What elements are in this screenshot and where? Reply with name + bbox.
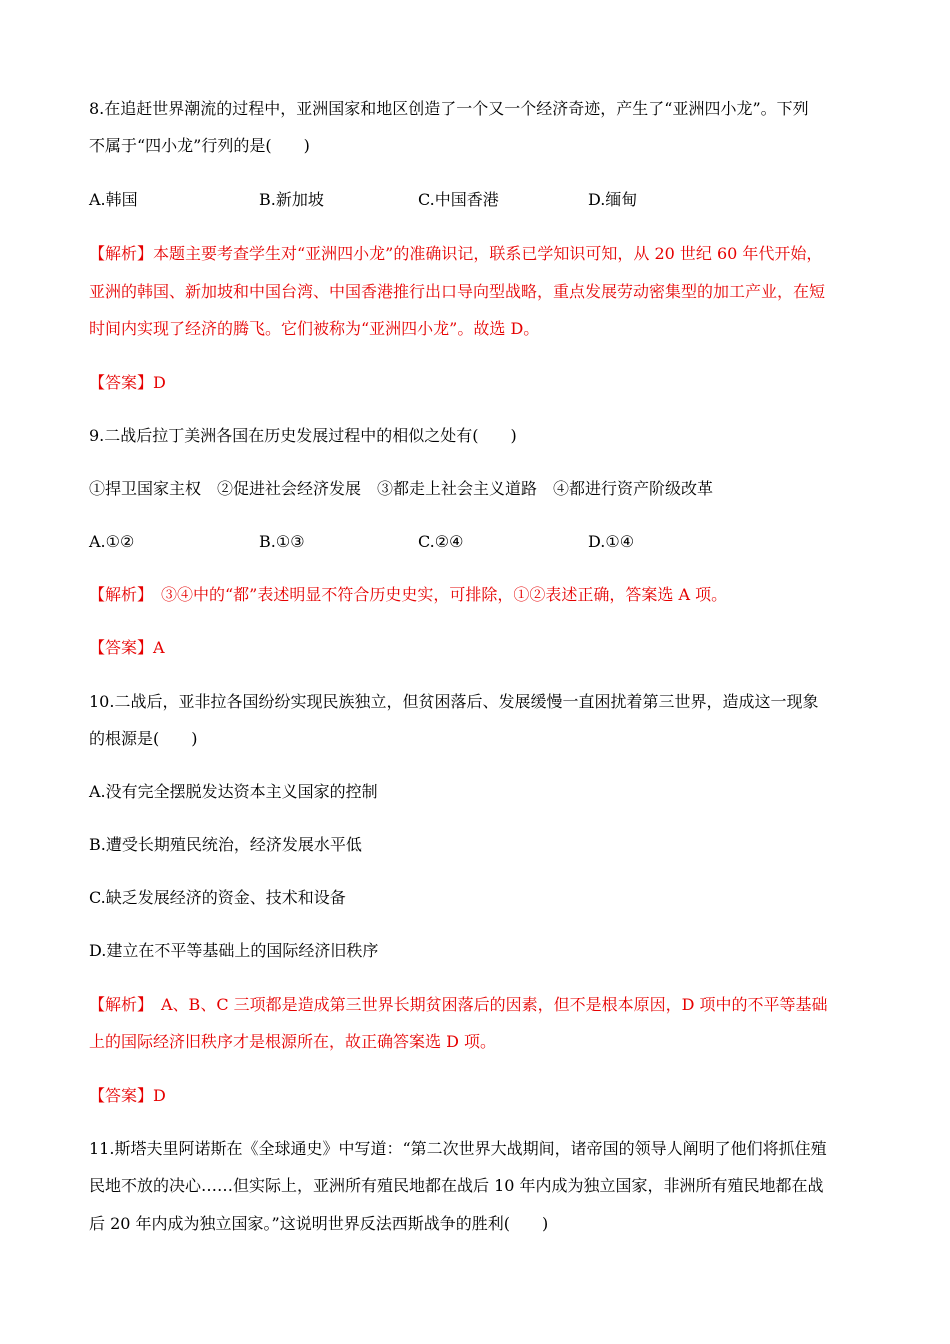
- q9-option-c: C.②④: [418, 532, 464, 551]
- q8-stem-line-2: 不属于“四小龙”行列的是( ): [89, 136, 310, 155]
- q9-statements: ①捍卫国家主权 ②促进社会经济发展 ③都走上社会主义道路 ④都进行资产阶级改革: [89, 479, 714, 498]
- q9-option-d: D.①④: [588, 532, 635, 551]
- q10-option-a: A.没有完全摆脱发达资本主义国家的控制: [89, 782, 378, 801]
- q10-analysis-line-2: 上的国际经济旧秩序才是根源所在，故正确答案选 D 项。: [89, 1032, 497, 1051]
- q10-option-b: B.遭受长期殖民统治，经济发展水平低: [89, 835, 362, 854]
- q9-option-a: A.①②: [89, 532, 135, 551]
- q8-answer: 【答案】D: [89, 373, 166, 392]
- q10-option-d: D.建立在不平等基础上的国际经济旧秩序: [89, 941, 379, 960]
- q8-analysis-line-3: 时间内实现了经济的腾飞。它们被称为“亚洲四小龙”。故选 D。: [89, 319, 540, 338]
- q10-answer: 【答案】D: [89, 1086, 166, 1105]
- q8-stem-line-1: 8.在追赶世界潮流的过程中，亚洲国家和地区创造了一个又一个经济奇迹，产生了“亚洲四小龙”。下列: [89, 99, 809, 118]
- q11-stem-line-1: 11.斯塔夫里阿诺斯在《全球通史》中写道：“第二次世界大战期间，诸帝国的领导人阐明了他们将抓住殖: [89, 1139, 827, 1158]
- q8-option-a: A.韩国: [89, 190, 138, 209]
- q10-analysis-line-1: 【解析】 A、B、C 三项都是造成第三世界长期贫困落后的因素，但不是根本原因，D 项中的不平等基础: [89, 995, 828, 1014]
- q8-option-c: C.中国香港: [418, 190, 499, 209]
- q10-option-c: C.缺乏发展经济的资金、技术和设备: [89, 888, 346, 907]
- q8-analysis-line-2: 亚洲的韩国、新加坡和中国台湾、中国香港推行出口导向型战略，重点发展劳动密集型的加工产业，在短: [89, 282, 826, 301]
- q11-stem-line-2: 民地不放的决心……但实际上，亚洲所有殖民地都在战后 10 年内成为独立国家，非洲所有殖民地都在战: [89, 1176, 824, 1195]
- q10-stem-line-2: 的根源是( ): [89, 729, 198, 748]
- q10-stem-line-1: 10.二战后，亚非拉各国纷纷实现民族独立，但贫困落后、发展缓慢一直困扰着第三世界，造成这一现象: [89, 692, 819, 711]
- q9-stem: 9.二战后拉丁美洲各国在历史发展过程中的相似之处有( ): [89, 426, 517, 445]
- q9-analysis: 【解析】 ③④中的“都”表述明显不符合历史史实，可排除，①②表述正确，答案选 A 项。: [89, 585, 728, 604]
- q8-option-b: B.新加坡: [259, 190, 324, 209]
- q9-option-b: B.①③: [259, 532, 305, 551]
- q9-answer: 【答案】A: [89, 638, 165, 657]
- q8-option-d: D.缅甸: [588, 190, 638, 209]
- q8-analysis-line-1: 【解析】本题主要考查学生对“亚洲四小龙”的准确识记，联系已学知识可知，从 20 世纪 60 年代开始，: [89, 244, 823, 263]
- q11-stem-line-3: 后 20 年内成为独立国家。”这说明世界反法西斯战争的胜利( ): [89, 1214, 549, 1233]
